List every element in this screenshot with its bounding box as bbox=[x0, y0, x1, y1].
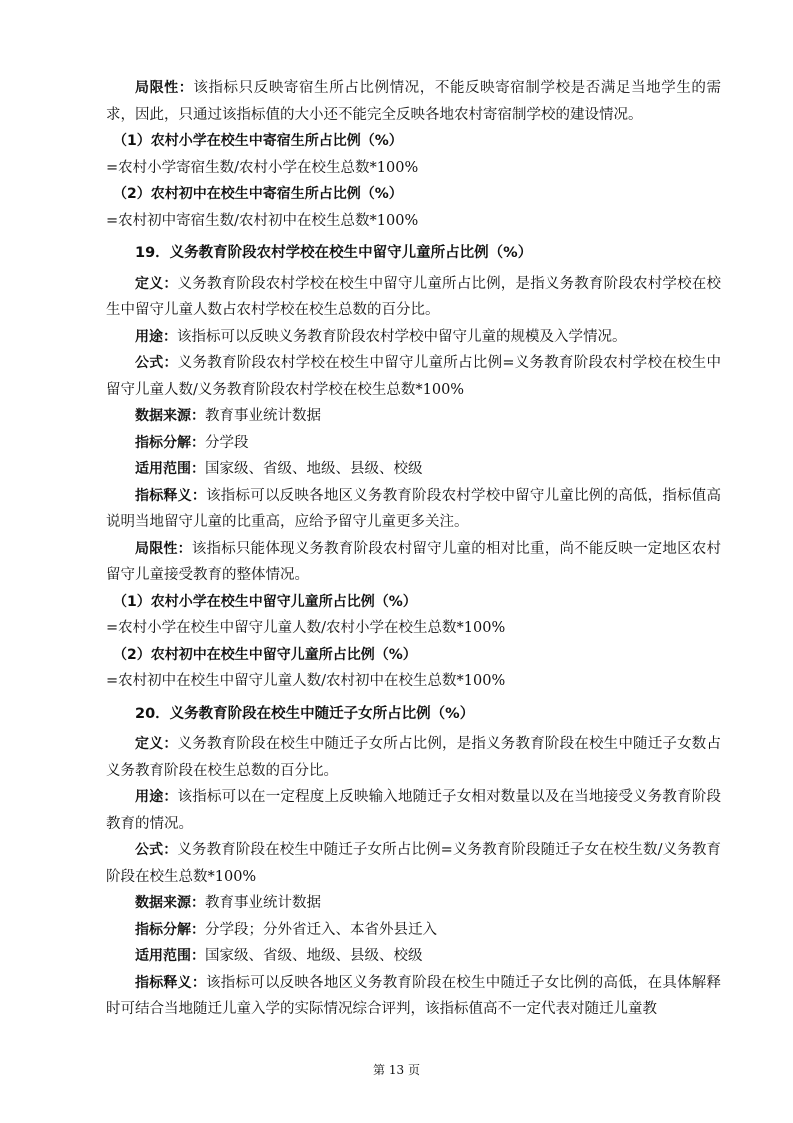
limitation-paragraph bbox=[106, 536, 721, 589]
page-number: 第 13 页 bbox=[373, 1063, 420, 1077]
interpretation-paragraph bbox=[106, 483, 721, 536]
scope-paragraph bbox=[106, 456, 721, 483]
text: 分学段；分外省迁入、本省外县迁入 bbox=[205, 921, 437, 938]
sub-indicator-formula: =农村初中寄宿生数/农村初中在校生总数*100% bbox=[106, 212, 419, 229]
sub-indicator-formula: =农村小学在校生中留守儿童人数/农村小学在校生总数*100% bbox=[106, 620, 506, 636]
text: 该指标可以反映义务教育阶段农村学校中留守儿童的规模及入学情况。 bbox=[177, 328, 627, 345]
section-heading-20: 20．义务教育阶段在校生中随迁子女所占比例（%） bbox=[135, 705, 475, 722]
label: 用途： bbox=[135, 789, 178, 805]
label: 局限性： bbox=[135, 540, 192, 557]
definition-paragraph bbox=[106, 271, 721, 324]
text: 义务教育阶段在校生中随迁子女所占比例=义务教育阶段随迁子女在校生数/义务教育阶段在校生总数*100% bbox=[106, 842, 721, 885]
formula-paragraph bbox=[106, 837, 721, 890]
text: 该指标可以反映各地区义务教育阶段农村学校中留守儿童比例的高低，指标值高说明当地留守儿童的比重高，应给予留守儿童更多关注。 bbox=[106, 487, 722, 530]
text: 国家级、省级、地级、县级、校级 bbox=[205, 461, 423, 477]
usage-paragraph bbox=[106, 784, 721, 837]
label: 定义： bbox=[135, 736, 178, 752]
usage-paragraph bbox=[106, 324, 721, 351]
breakdown-paragraph bbox=[106, 917, 721, 944]
text: 该指标可以反映各地区义务教育阶段在校生中随迁子女比例的高低，在具体解释时可结合当地随迁儿童入学的实际情况综合评判，该指标值高不一定代表对随迁儿童教 bbox=[106, 974, 722, 1017]
label: 定义： bbox=[135, 275, 178, 292]
label: 数据来源： bbox=[135, 408, 205, 424]
sub-indicator-title: （1）农村小学在校生中寄宿生所占比例（%） bbox=[113, 133, 403, 149]
label: 局限性： bbox=[135, 80, 194, 96]
formula-paragraph bbox=[106, 350, 721, 403]
sub-indicator-title: （2）农村初中在校生中留守儿童所占比例（%） bbox=[113, 646, 417, 663]
label: 指标释义： bbox=[135, 974, 207, 991]
label: 指标分解： bbox=[135, 434, 205, 451]
sub-indicator-formula: =农村初中在校生中留守儿童人数/农村初中在校生总数*100% bbox=[106, 673, 506, 689]
text: 分学段 bbox=[205, 434, 249, 451]
definition-paragraph bbox=[106, 731, 721, 784]
text: 该指标可以在一定程度上反映输入地随迁子女相对数量以及在当地接受义务教育阶段教育的情况。 bbox=[106, 789, 721, 832]
text: 教育事业统计数据 bbox=[205, 408, 321, 424]
label: 适用范围： bbox=[135, 948, 205, 964]
page-content bbox=[106, 75, 721, 1023]
sub-indicator-title: （2）农村初中在校生中寄宿生所占比例（%） bbox=[113, 186, 403, 202]
text: 国家级、省级、地级、县级、校级 bbox=[205, 948, 423, 964]
label: 指标释义： bbox=[135, 487, 207, 504]
interpretation-paragraph bbox=[106, 970, 721, 1023]
label: 用途： bbox=[135, 328, 177, 345]
text: 义务教育阶段农村学校在校生中留守儿童所占比例，是指义务教育阶段农村学校在校生中留守儿童人数占农村学校在校生总数的百分比。 bbox=[106, 275, 721, 318]
limitation-paragraph bbox=[106, 75, 721, 128]
label: 数据来源： bbox=[135, 895, 205, 911]
text: 义务教育阶段在校生中随迁子女所占比例，是指义务教育阶段在校生中随迁子女数占义务教育阶段在校生总数的百分比。 bbox=[106, 736, 721, 779]
text: 教育事业统计数据 bbox=[205, 895, 321, 911]
text: 义务教育阶段农村学校在校生中留守儿童所占比例=义务教育阶段农村学校在校生中留守儿童人数/义务教育阶段农村学校在校生总数*100% bbox=[106, 355, 721, 398]
label: 公式： bbox=[135, 842, 178, 858]
label: 公式： bbox=[135, 355, 178, 371]
label: 指标分解： bbox=[135, 921, 205, 938]
breakdown-paragraph bbox=[106, 430, 721, 457]
label: 适用范围： bbox=[135, 461, 205, 477]
source-paragraph bbox=[106, 403, 721, 430]
text: 该指标只反映寄宿生所占比例情况，不能反映寄宿制学校是否满足当地学生的需求，因此，只通过该指标值的大小还不能完全反映各地农村寄宿制学校的建设情况。 bbox=[106, 80, 722, 123]
section-heading-19: 19．义务教育阶段农村学校在校生中留守儿童所占比例（%） bbox=[135, 245, 533, 261]
scope-paragraph bbox=[106, 943, 721, 970]
sub-indicator-formula: =农村小学寄宿生数/农村小学在校生总数*100% bbox=[106, 159, 419, 176]
text: 该指标只能体现义务教育阶段农村留守儿童的相对比重，尚不能反映一定地区农村留守儿童接受教育的整体情况。 bbox=[106, 540, 722, 583]
sub-indicator-title: （1）农村小学在校生中留守儿童所占比例（%） bbox=[113, 593, 417, 610]
source-paragraph bbox=[106, 890, 721, 917]
